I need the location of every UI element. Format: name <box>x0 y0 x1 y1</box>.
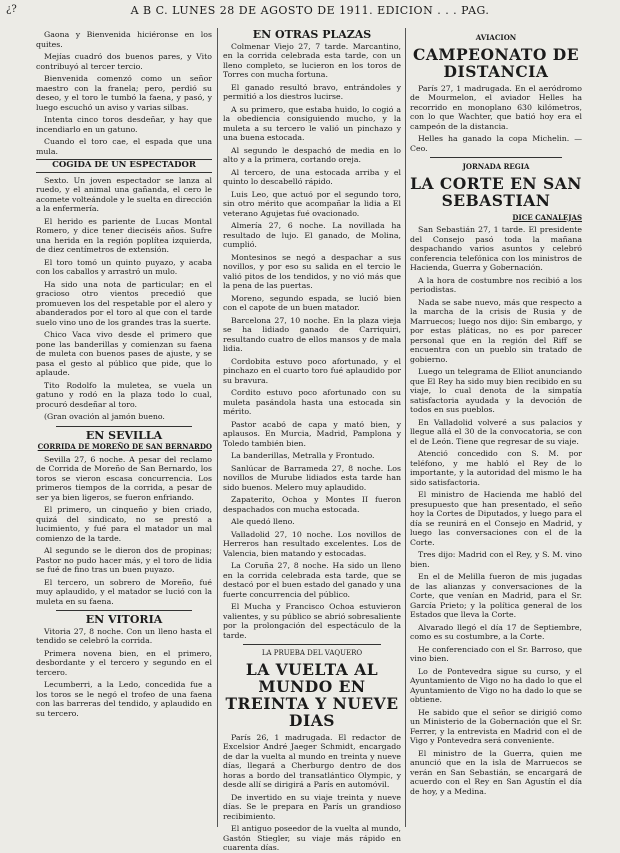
divider <box>430 157 562 158</box>
article-paragraph: Colmenar Viejo 27, 7 tarde. Marcantino, en la corrida celebrada esta tarde, con un lleno completo, se lucieron en los toros de Torres con mucha fortuna. <box>223 41 401 79</box>
article-paragraph: San Sebastián 27, 1 tarde. El presidente del Consejo pasó toda la mañana despachando varios asuntos y celebró conferencia telefónica con los ministros de Hacienda, Guerra y Gobernación. <box>410 225 582 272</box>
article-paragraph: El tercero, un sobrero de Moreño, fué muy aplaudido, y el matador se lució con la muleta en su faena. <box>36 577 212 606</box>
section-heading-otras-plazas: EN OTRAS PLAZAS <box>252 28 372 41</box>
article-paragraph: El antiguo poseedor de la vuelta al mundo, Gastón Stiegler, su viaje más rápido en cuarenta días. <box>223 824 401 852</box>
article-paragraph: Valladolid 27, 10 noche. Los novillos de Herreros han resultado excelentes. Los de Valencia, bien matando y estocadas. <box>223 529 401 558</box>
article-paragraph: El herido es pariente de Lucas Montal Romero, y dice tener dieciséis años. Sufre una herida en la región poplítea izquierda, de diez centímetros de extensión. <box>36 216 212 254</box>
article-paragraph: París 27, 1 madrugada. En el aeródromo de Mourmelon, el aviador Helles ha recorrido en monoplano 630 kilómetros, con lo que Wachter, que batió hoy era el campeón de la distancia. <box>410 83 582 131</box>
article-paragraph: Zapaterito, Ochoa y Montes II fueron despachados con mucha estocada. <box>223 495 401 514</box>
article-paragraph: Lecumberri, a la Ledo, concedida fue a los toros se le negó el trofeo de una faena con las barreras del tendido, y aplaudido en su tercero. <box>36 680 212 718</box>
article-paragraph: Atenció concedido con S. M. por teléfono, y me habló el Rey de lo importante, y la autoridad del mismo le ha sido satisfactoria. <box>410 449 582 487</box>
column-2 <box>223 28 401 852</box>
article-paragraph: París 26, 1 madrugada. El redactor de Excelsior André Jaeger Schmidt, encargado de dar la vuelta al mundo en treinta y nueve días, llegará a Cherburgo dentro de dos horas a bordo del transatlántico Olympic, y desde allí se dirigirá a París en automóvil. <box>223 732 401 789</box>
article-paragraph: Montesinos se negó a despachar a sus novillos, y por eso su salida en el tercio le valió pitos de los tendidos, y no vió más que la pena de las puertas. <box>223 252 401 290</box>
article-paragraph: Pastor acabó de capa y mató bien, y aplausos. En Murcia, Madrid, Pamplona y Toledo también bien. <box>223 419 401 448</box>
section-byline: DICE CANALEJAS <box>512 212 582 222</box>
divider <box>56 426 192 427</box>
article-paragraph: Al segundo le despachó de media en lo alto y a la primera, cortando oreja. <box>223 145 401 164</box>
article-paragraph: En Valladolid volveré a sus palacios y llegue allá el 30 de la convocatoria, se con el de León. Tiene que regresar de su viaje. <box>410 417 582 446</box>
article-paragraph: Tres dijo: Madrid con el Rey, y S. M. vino bien. <box>410 550 582 569</box>
running-header: A B C. LUNES 28 DE AGOSTO DE 1911. EDICION . . . PAG. <box>130 4 490 17</box>
article-paragraph: Ale quedó lleno. <box>231 517 295 526</box>
divider <box>56 610 192 611</box>
article-paragraph: Cordobita estuvo poco afortunado, y el pinchazo en el cuarto toro fué aplaudido por su bravura. <box>223 356 401 385</box>
article-paragraph: Cuando el toro cae, el espada que una mula. <box>36 137 212 156</box>
article-paragraph: Helles ha ganado la copa Michelin. — Ceo. <box>410 134 582 153</box>
article-paragraph: Al tercero, de una estocada arriba y el quinto lo descabelló rápido. <box>223 167 401 186</box>
headline-la-corte: LA CORTE EN SAN SEBASTIAN <box>410 173 582 210</box>
article-paragraph: Vitoria 27, 8 noche. Con un lleno hasta el tendido se celebró la corrida. <box>36 626 212 645</box>
article-paragraph: (Gran ovación al jamón bueno. <box>44 412 165 421</box>
article-paragraph: El ministro de la Guerra, quien me anunció que en la isla de Marruecos se verán en San Sebastián, se encargará de acuerdo con el Rey en San Agustín el día de hoy, y a Medina. <box>410 748 582 796</box>
article-paragraph: Luis Leo, que actuó por el segundo toro, sin otro mérito que acompañar la lidia a El veterano Agujetas fué ovacionado. <box>223 189 401 218</box>
article-paragraph: He sabido que el señor se dirigió como un Ministerio de la Gobernación que el Sr. Ferrer, y la entrevista en Madrid con el de Vigo y Pontevedra será conveniente. <box>410 707 582 745</box>
article-paragraph: Gaona y Bienvenida hiciéronse en los quites. <box>36 30 212 49</box>
section-heading-vitoria: EN VITORIA <box>85 613 163 626</box>
article-paragraph: Alvarado llegó el día 17 de Septiembre, como es su costumbre, a la Corte. <box>410 622 582 641</box>
article-paragraph: El ganado resultó bravo, entrándoles y permitió a los diestros lucirse. <box>223 82 401 101</box>
article-paragraph: Sevilla 27, 6 noche. A pesar del reclamo de Corrida de Moreño de San Bernardo, los toros se vieron escasa concurrencia. Los primeros tiempos de la corrida, a pesar de ser ya bien ligeros, se fueron enfriando. <box>36 454 212 502</box>
article-paragraph: Lo de Pontevedra sigue su curso, y el Ayuntamiento de Vigo no ha dado lo que el Ayuntamiento de Vigo no ha dado lo que se obtiene. <box>410 666 582 704</box>
column-1 <box>36 30 212 827</box>
article-paragraph: Al segundo se le dieron dos de propinas; Pastor no pudo hacer más, y el toro de lidia se fué de fino tras un buen puyazo. <box>36 546 212 574</box>
column-3 <box>410 30 582 827</box>
headline-campeonato: CAMPEONATO DE DISTANCIA <box>412 44 580 81</box>
article-paragraph: La banderillas, Metralla y Frontudo. <box>231 451 375 460</box>
section-heading-cogida: COGIDA DE UN ESPECTADOR <box>36 159 212 173</box>
article-paragraph: He conferenciado con el Sr. Barroso, que vino bien. <box>410 644 582 663</box>
section-heading-sevilla: EN SEVILLA <box>85 428 163 442</box>
article-paragraph: Cordito estuvo poco afortunado con su muleta pasándola hasta una estocada sin mérito. <box>223 388 401 416</box>
article-paragraph: Chico Vaca vivo desde el primero que pone las banderillas y comienzan su faena de muleta con buenos pases de ajuste, y se pasa el gesto al público que pide, que lo aplaude. <box>36 330 212 377</box>
article-paragraph: El Mucha y Francisco Ochoa estuvieron valientes, y su público se abrió sobresaliente por la prolongación del espectáculo de la tarde. <box>223 602 401 640</box>
section-kicker: JORNADA REGIA <box>462 162 530 171</box>
section-kicker: LA PRUEBA DEL VAQUERO <box>261 649 363 657</box>
article-paragraph: Sanlúcar de Barrameda 27, 8 noche. Los novillos de Murube lidiados esta tarde han sido buenos. Melero muy aplaudido. <box>223 463 401 492</box>
article-paragraph: Tito Rodolfo la muletea, se vuela un gatuno y rodó en la plaza todo lo cual, procuró desdeñar al toro. <box>36 380 212 409</box>
headline-vuelta-al-mundo: LA VUELTA AL MUNDO EN TREINTA Y NUEVE DIAS <box>225 659 399 730</box>
article-paragraph: Intenta cinco toros desdeñar, y hay que incendiarlo en un gatuno. <box>36 115 212 134</box>
article-paragraph: El primero, un cinqueño y bien criado, quizá del sindicato, no se prestó a lucimiento, y fué para el matador un mal comienzo de la tarde. <box>36 505 212 543</box>
column-divider <box>217 28 218 827</box>
column-divider <box>405 28 406 827</box>
article-paragraph: El ministro de Hacienda me habló del presupuesto que han presentado, el seño hoy la Cortes de Diputados, y luego para el día se reunirá en el Consejo en Madrid, y luego las conversaciones con el de la Corte. <box>410 490 582 547</box>
article-paragraph: Moreno, segundo espada, se lució bien con el capote de un buen matador. <box>223 293 401 312</box>
article-paragraph: Mejías cuadró dos buenos pares, y Vito contribuyó al tercer tercio. <box>36 52 212 71</box>
article-paragraph: A su primero, que estaba huido, lo cogió a la obediencia consiguiendo mucho, y la muleta a su tercero le valió un pinchazo y una buena estocada. <box>223 104 401 142</box>
article-paragraph: Ha sido una nota de particular; en el gracioso otro vientos precedió que promueven los del respetable por el alero y abanderados por el toro al que con el tarde suelo vino uno de los grandes tras la suerte. <box>36 279 212 327</box>
page-marker: ¿? <box>6 4 17 15</box>
article-paragraph: El toro tomó un quinto puyazo, y acaba con los caballos y arrastró un mulo. <box>36 257 212 276</box>
article-paragraph: De invertido en su viaje treinta y nueve días. Se le prepara en París un grandioso recibimiento. <box>223 792 401 821</box>
section-byline: CORRIDA DE MOREÑO DE SAN BERNARDO <box>37 442 212 451</box>
article-paragraph: Bienvenida comenzó como un señor maestro con la franela; pero, perdió su deseo, y el toro le tumbó la faena, y pasó, y luego escuchó un aviso y varias silbas. <box>36 74 212 112</box>
article-paragraph: Nada se sabe nuevo, más que respecto a la marcha de la crisis de Rusia y de Marruecos; luego nos dijo: Sin embargo, y por estas pláticas, no es por parecer personal que en la región del Riff se encuentra con un pueblo sin tratado de gobierno. <box>410 297 582 364</box>
article-paragraph: La Coruña 27, 8 noche. Ha sido un lleno en la corrida celebrada esta tarde, que se destacó por el buen estado del ganado y una fuerte concurrencia del público. <box>223 561 401 599</box>
article-paragraph: Sexto. Un joven espectador se lanza al ruedo, y el animal una gañanda, el cero le acomete volteándole y le suelta en dirección a la enfermería. <box>36 175 212 213</box>
article-paragraph: Almería 27, 6 noche. La novillada ha resultado de lujo. El ganado, de Molina, cumplió. <box>223 221 401 249</box>
article-paragraph: Luego un telegrama de Elliot anunciando que El Rey ha sido muy bien recibido en su viaje, lo cual denota de la simpatía satisfactoria ayudada y la devoción de todos en sus pueblos. <box>410 367 582 414</box>
section-kicker: AVIACION <box>475 33 517 42</box>
article-paragraph: Barcelona 27, 10 noche. En la plaza vieja se ha lidiado ganado de Carriquiri, resultando cuatro de ellos mansos y de mala lidia. <box>223 315 401 353</box>
article-paragraph: Primera novena bien, en el primero, desbordante y el tercero y segundo en el tercero. <box>36 648 212 677</box>
article-paragraph: A la hora de costumbre nos recibió a los periodistas. <box>410 275 582 294</box>
divider <box>243 644 381 645</box>
article-paragraph: En el de Melilla fueron de mis jugadas de las alianzas y conversaciones de la Corte, que venían en Madrid, para el Sr. García Prieto; y la política general de los Estados que lleva la Corte. <box>410 572 582 619</box>
